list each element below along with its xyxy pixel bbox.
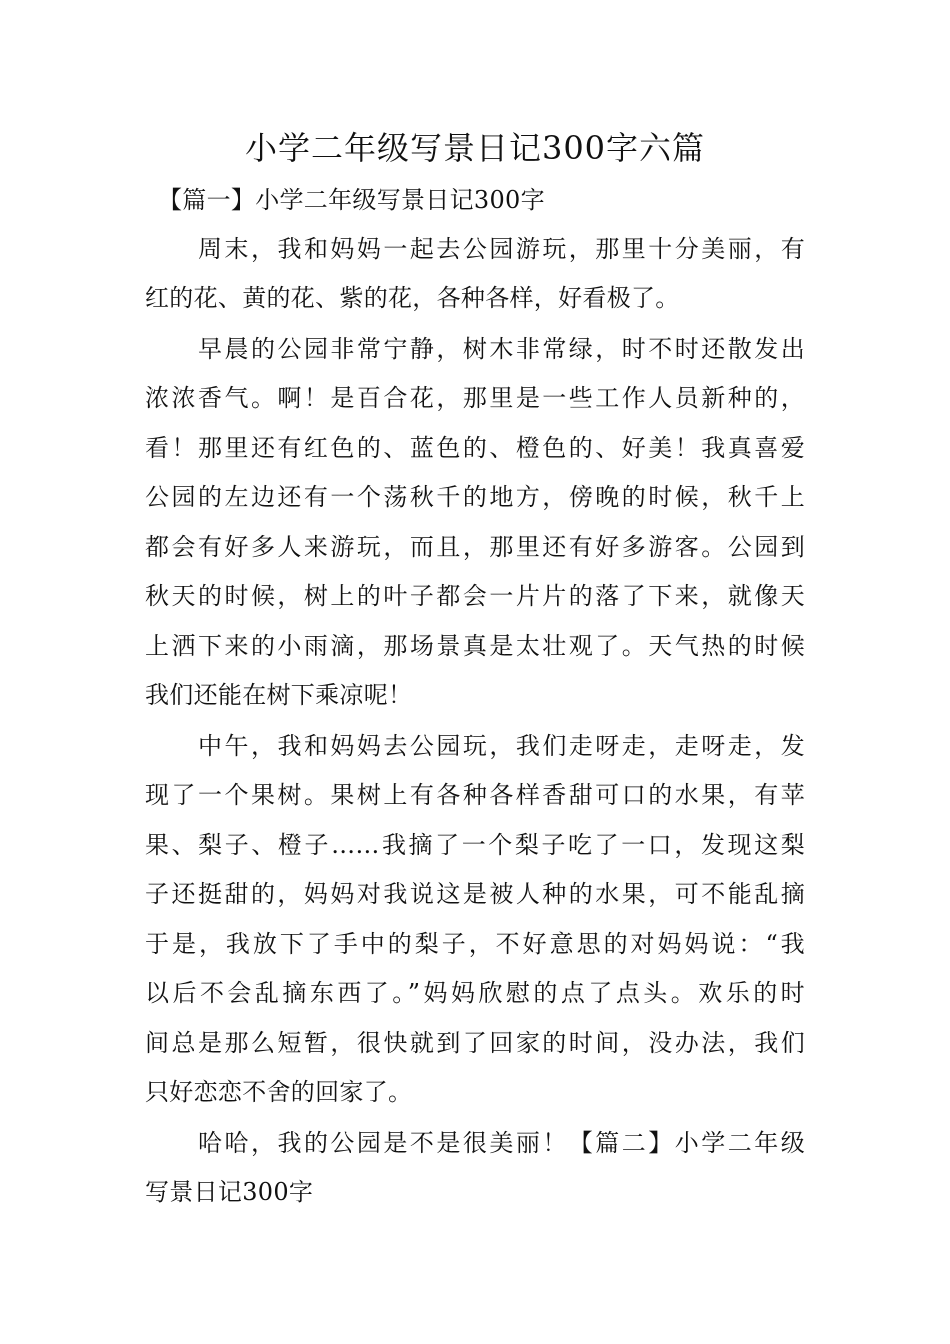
text-line: 现了一个果树。果树上有各种各样香甜可口的水果，有苹 bbox=[145, 781, 805, 809]
text-line: 间总是那么短暂，很快就到了回家的时间，没办法，我们 bbox=[145, 1029, 805, 1057]
section-heading: 【篇一】小学二年级写景日记300字 bbox=[158, 186, 545, 214]
text-line: 都会有好多人来游玩，而且，那里还有好多游客。公园到 bbox=[145, 533, 805, 561]
text-line: 早晨的公园非常宁静，树木非常绿，时不时还散发出 bbox=[198, 335, 805, 363]
text-line: 公园的左边还有一个荡秋千的地方，傍晚的时候，秋千上 bbox=[145, 483, 805, 511]
text-line: 秋天的时候，树上的叶子都会一片片的落了下来，就像天 bbox=[145, 582, 805, 610]
text-line: 上洒下来的小雨滴，那场景真是太壮观了。天气热的时候 bbox=[145, 632, 805, 660]
text-line: 看！那里还有红色的、蓝色的、橙色的、好美！我真喜爱 bbox=[145, 434, 805, 462]
text-line: 周末，我和妈妈一起去公园游玩，那里十分美丽，有 bbox=[198, 235, 805, 263]
document-title: 小学二年级写景日记300字六篇 bbox=[244, 129, 706, 167]
text-line: 以后不会乱摘东西了。”妈妈欣慰的点了点头。欢乐的时 bbox=[145, 979, 805, 1007]
text-line: 果、梨子、橙子……我摘了一个梨子吃了一口，发现这梨 bbox=[145, 831, 805, 859]
text-line: 写景日记300字 bbox=[145, 1178, 314, 1206]
text-line: 于是，我放下了手中的梨子，不好意思的对妈妈说：“我 bbox=[145, 930, 805, 958]
text-line: 中午，我和妈妈去公园玩，我们走呀走，走呀走，发 bbox=[198, 732, 805, 760]
text-line: 浓浓香气。啊！是百合花，那里是一些工作人员新种的， bbox=[145, 384, 805, 412]
text-line: 红的花、黄的花、紫的花，各种各样，好看极了。 bbox=[145, 284, 680, 312]
text-line: 只好恋恋不舍的回家了。 bbox=[145, 1078, 413, 1106]
text-line: 子还挺甜的，妈妈对我说这是被人种的水果，可不能乱摘 bbox=[145, 880, 805, 908]
text-line: 哈哈，我的公园是不是很美丽！【篇二】小学二年级 bbox=[198, 1129, 805, 1157]
text-line: 我们还能在树下乘凉呢！ bbox=[145, 681, 413, 709]
